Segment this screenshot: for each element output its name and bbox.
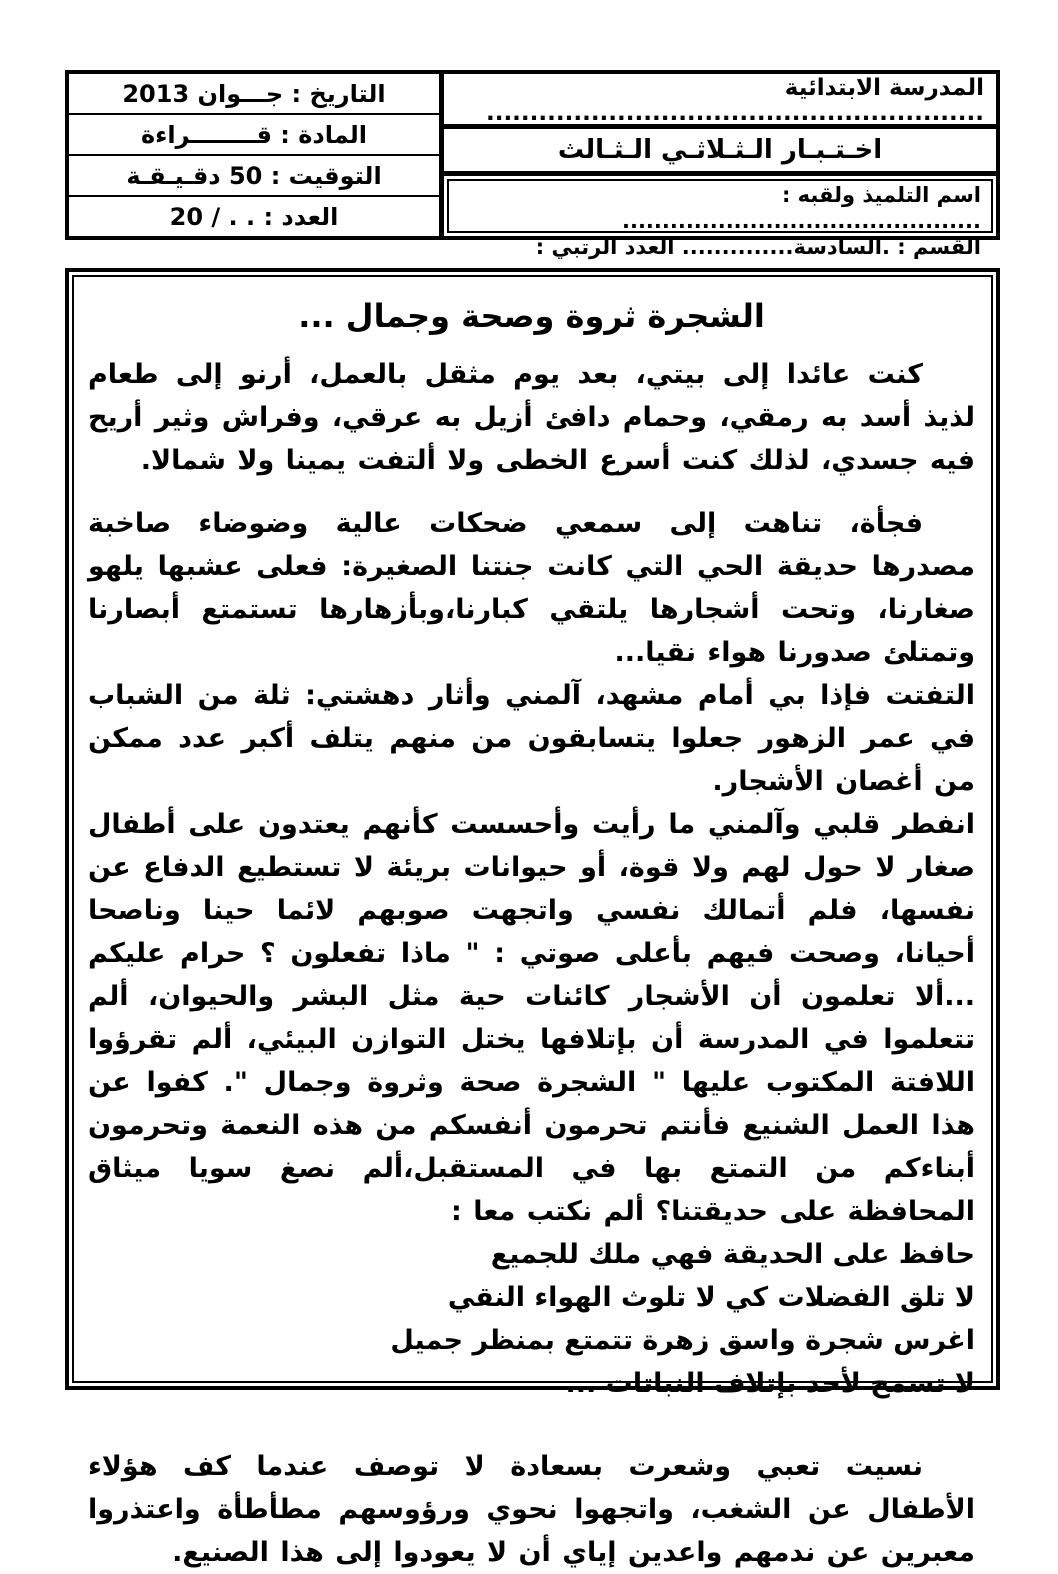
header-left-column — [69, 74, 439, 236]
paragraph-3: التفتت فإذا بي أمام مشهد، آلمني وأثار دهشتي: ثلة من الشباب في عمر الزهور جعلوا يتسابقون من منهم يتلف أكبر عدد ممكن من أغصان الأشجار. — [88, 680, 975, 797]
exam-title-row — [444, 129, 996, 176]
class-and-rank-line: القسم : .السادسة.............. العدد الرتبي : — [535, 235, 981, 259]
exam-title-text: اخـتـبـار الـثـلاثـي الـثـالث — [557, 135, 883, 165]
text-title: الشجرة ثروة وصحة وجمال ... — [298, 297, 765, 335]
reading-text-inner — [72, 275, 993, 1568]
school-name-row — [444, 74, 996, 129]
paragraph-4: انفطر قلبي وآلمني ما رأيت وأحسست كأنهم يعتدون على أطفال صغار لا حول لهم ولا قوة، أو حيوانات بريئة لا تستطيع الدفاع عن نفسها، فلم أتمالك نفسي واتجهت صوبهم لائما حينا وناصحا أحيانا، وصحت فيهم بأعلى صوتي : " ماذا تفعلون ؟ حرام عليكم ...ألا تعلمون أن الأشجار كائنات حية مثل البشر والحيوان، ألم تتعلموا في المدرسة أن بإتلافها يختل التوازن البيئي، ألم تقرؤوا اللافتة المكتوب عليها " الشجرة صحة وثروة وجمال ". كفوا عن هذا العمل الشنيع فأنتم تحرمون أنفسكم من هذه النعمة وتحرمون أبناءكم من التمتع بها في المستقبل،ألم نصغ سويا ميثاق المحافظة على حديقتنا؟ ألم نكتب معا : — [88, 809, 975, 1227]
school-name-text: المدرسة الابتدائية ......................................................... — [485, 75, 984, 126]
student-info-inner — [447, 179, 993, 259]
header-right-column — [439, 74, 996, 259]
duration-row — [69, 156, 439, 197]
slogan-line-1: حافظ على الحديقة فهي ملك للجميع — [490, 1239, 975, 1270]
date-text: التاريخ : جـــوان 2013 — [122, 79, 386, 108]
subject-row — [69, 115, 439, 156]
paragraph-1: كنت عائدا إلى بيتي، بعد يوم مثقل بالعمل، أرنو إلى طعام لذيذ أسد به رمقي، وحمام دافئ أزيل به عرقي، وفراش وثير أريح فيه جسدي، لذلك كنت أسرع الخطى ولا ألتفت يمينا ولا شمالا. — [88, 359, 975, 476]
slogan-line-4: لا تسمح لأحد بإتلاف النباتات ... — [565, 1368, 975, 1399]
paragraph-2: فجأة، تناهت إلى سمعي ضحكات عالية وضوضاء صاخبة مصدرها حديقة الحي التي كانت جنتنا الصغيرة: فعلى عشبها يلهو صغارنا، وتحت أشجارها يلتقي كبارنا،وبأزهارها تستمتع أبصارنا وتمتلئ صدورنا هواء نقيا... — [88, 508, 975, 668]
score-text: العدد : . . / 20 — [169, 202, 339, 231]
reading-text-box — [65, 268, 1000, 1568]
header-table — [65, 70, 1000, 259]
student-info-box — [444, 176, 996, 259]
subject-text: المادة : قــــــــراءة — [140, 120, 368, 149]
duration-text: التوقيت : 50 دقـيـقـة — [126, 161, 382, 190]
student-name-line: اسم التلميذ ولقبه : ............................................. — [622, 183, 981, 233]
score-row — [69, 197, 439, 236]
date-row — [69, 74, 439, 115]
slogan-line-2: لا تلق الفضلات كي لا تلوث الهواء النقي — [447, 1282, 975, 1313]
paragraph-5: نسيت تعبي وشعرت بسعادة لا توصف عندما كف هؤلاء الأطفال عن الشغب، واتجهوا نحوي ورؤوسهم مطأطأة واعتذروا معبرين عن ندمهم واعدين إياي أن لا يعودوا إلى هذا الصنيع. — [88, 1451, 975, 1568]
slogan-line-3: اغرس شجرة واسق زهرة تتمتع بمنظر جميل — [390, 1325, 975, 1356]
